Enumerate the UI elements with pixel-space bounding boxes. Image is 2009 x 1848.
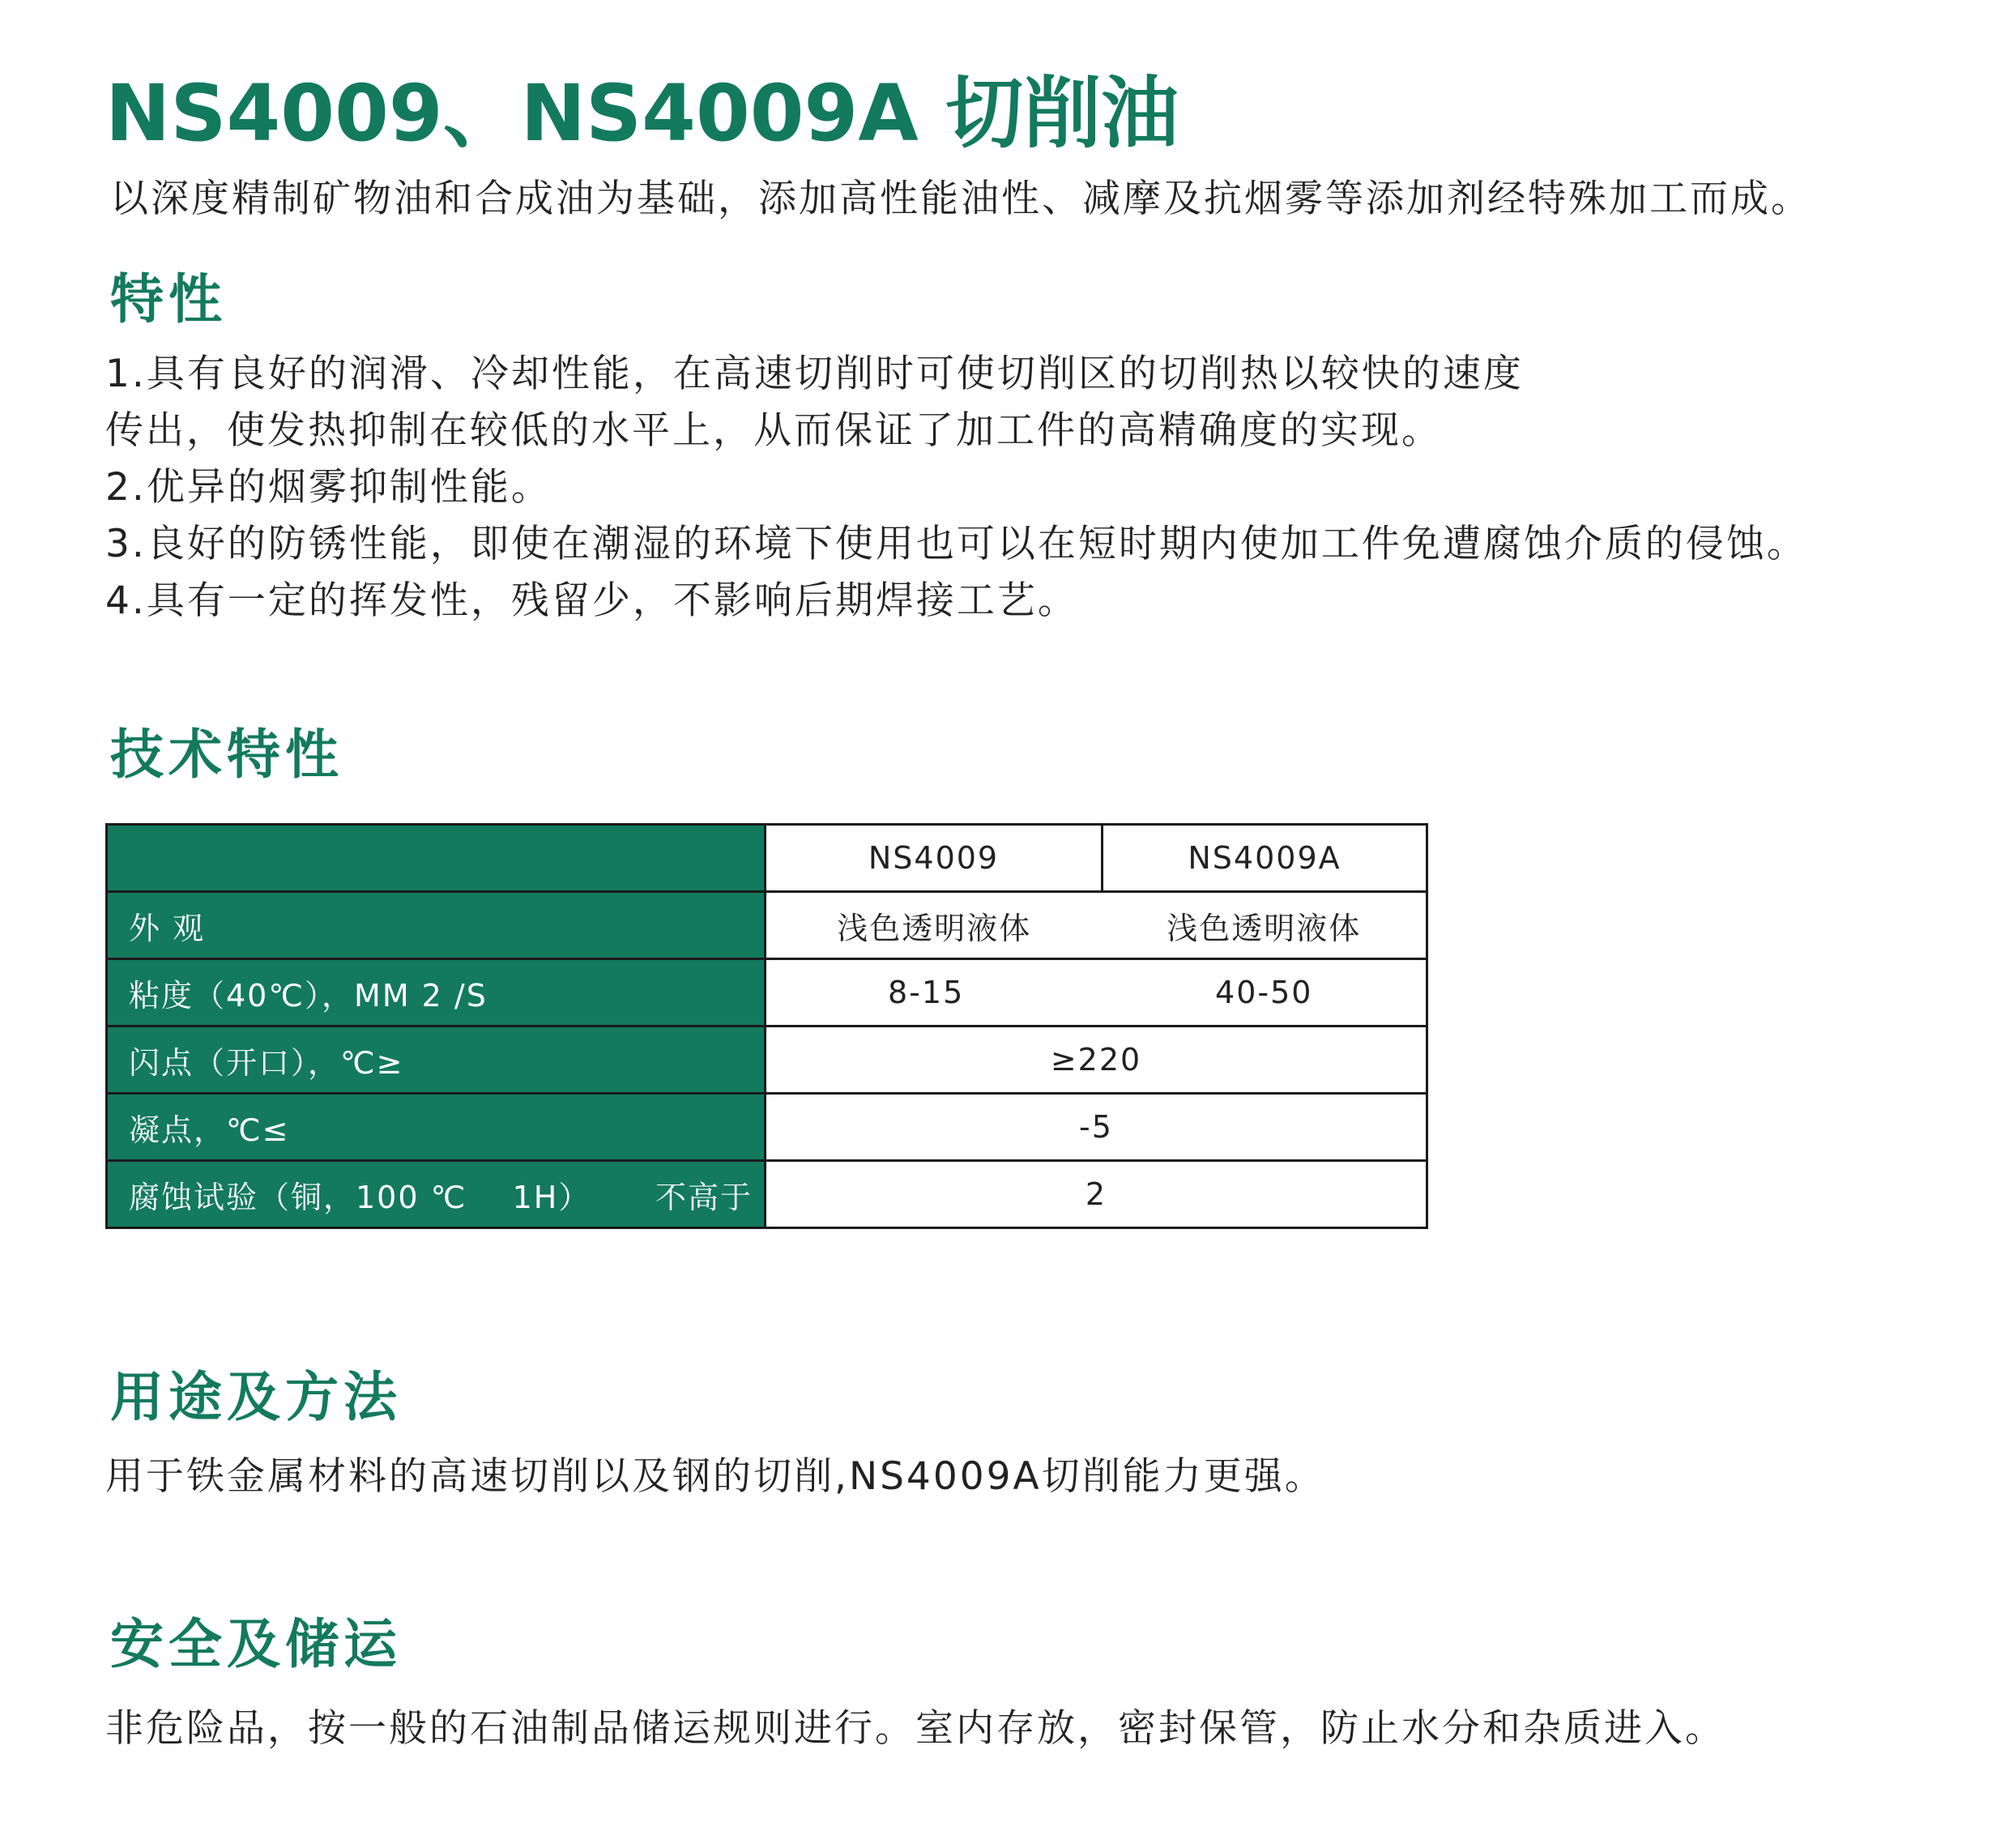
- page-title: NS4009、NS4009A 切削油: [105, 68, 1179, 159]
- row-label-cell: [107, 1161, 766, 1228]
- safety-text: 非危险品，按一般的石油制品储运规则进行。室内存放，密封保管，防止水分和杂质进入。: [105, 1706, 1725, 1751]
- row-label: 闪点（开口），℃≥: [107, 1026, 766, 1094]
- safety-heading: 安全及储运: [110, 1613, 402, 1675]
- feature-line: 4.具有一定的挥发性，残留少，不影响后期焊接工艺。: [105, 578, 1078, 623]
- row-label-suffix: 不高于: [655, 1179, 753, 1215]
- feature-line: 1.具有良好的润滑、冷却性能，在高速切削时可使切削区的切削热以较快的速度: [105, 352, 1524, 396]
- header-col-ns4009a: NS4009A: [1103, 825, 1427, 892]
- row-label: 凝点，℃≤: [107, 1094, 766, 1161]
- feature-line: 传出，使发热抑制在较低的水平上，从而保证了加工件的高精确度的实现。: [105, 408, 1442, 453]
- feature-line: 3.良好的防锈性能，即使在潮湿的环境下使用也可以在短时期内使加工件免遭腐蚀介质的侵蚀。: [105, 522, 1807, 566]
- row-value-ns4009a: 浅色透明液体: [1103, 892, 1427, 959]
- row-value-ns4009: 浅色透明液体: [766, 892, 1103, 959]
- tech-heading: 技术特性: [110, 723, 343, 786]
- row-value-ns4009: 8-15: [766, 959, 1103, 1026]
- row-label: 腐蚀试验（铜，100 ℃ 1H）: [129, 1179, 591, 1215]
- header-col-ns4009: NS4009: [766, 825, 1103, 892]
- features-list: [105, 346, 1807, 630]
- table-row: [107, 892, 1427, 959]
- spec-table: [105, 823, 1428, 1229]
- table-row: [107, 959, 1427, 1026]
- usage-text: 用于铁金属材料的高速切削以及钢的切削,NS4009A切削能力更强。: [105, 1454, 1325, 1499]
- table-header-row: [107, 825, 1427, 892]
- row-value-merged: 2: [766, 1161, 1427, 1228]
- row-label: 粘度（40℃），MM 2 /S: [107, 959, 766, 1026]
- table-row: [107, 1094, 1427, 1161]
- header-blank-cell: [107, 825, 766, 892]
- table-row: [107, 1161, 1427, 1228]
- row-value-merged: -5: [766, 1094, 1427, 1161]
- intro-text: 以深度精制矿物油和合成油为基础，添加高性能油性、减摩及抗烟雾等添加剂经特殊加工而成。: [110, 177, 1811, 221]
- table-row: [107, 1026, 1427, 1094]
- feature-line: 2.优异的烟雾抑制性能。: [105, 465, 552, 510]
- usage-heading: 用途及方法: [110, 1366, 402, 1428]
- row-value-ns4009a: 40-50: [1103, 959, 1427, 1026]
- row-label: 外 观: [107, 892, 766, 959]
- row-value-merged: ≥220: [766, 1026, 1427, 1094]
- features-heading: 特性: [110, 268, 227, 331]
